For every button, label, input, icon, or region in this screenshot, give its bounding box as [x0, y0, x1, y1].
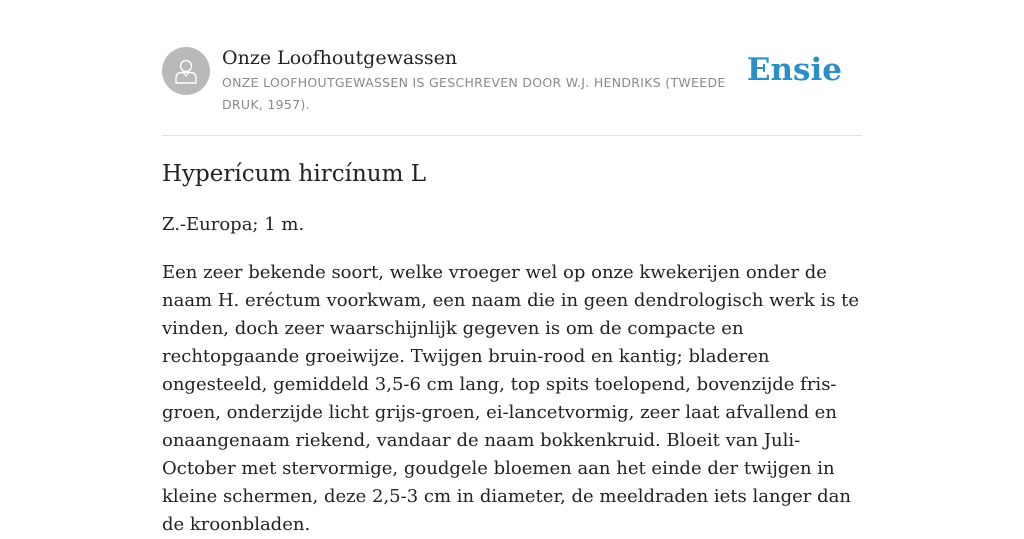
source-avatar[interactable] [162, 47, 210, 95]
source-title[interactable]: Onze Loofhoutgewassen [222, 47, 458, 69]
article-body: Een zeer bekende soort, welke vroeger wel op onze kwekerijen onder de naam H. eréctum voorkwam, een naam die in geen dendrologisch werk is te vinden, doch zeer waarschijnlijk gegeven is om de compacte en rechtopgaande groeiwijze. Twijgen bruin-rood en kantig; bladeren ongesteeld, gemiddeld 3,5-6 cm lang, top spits toelopend, bovenzijde fris-groen, onderzijde licht grijs-groen, ei-lancetvormig, zeer laat afvallend en onaangenaam riekend, vandaar de naam bokkenkruid. Bloeit van Juli-October met stervormige, goudgele bloemen aan het einde der twijgen in kleine schermen, deze 2,5-3 cm in diameter, de meeldraden iets langer dan de kroonbladen. [162, 262, 860, 535]
article-title: Hyperícum hircínum L [162, 161, 426, 187]
article-lead: Z.-Europa; 1 m. [162, 214, 305, 235]
source-header [162, 0, 862, 136]
user-icon [172, 57, 200, 85]
ensie-logo-link[interactable]: Ensie [746, 52, 842, 88]
page [162, 0, 862, 535]
source-description: ONZE LOOFHOUTGEWASSEN IS GESCHREVEN DOOR W.J. HENDRIKS (TWEEDE DRUK, 1957). [222, 75, 726, 112]
